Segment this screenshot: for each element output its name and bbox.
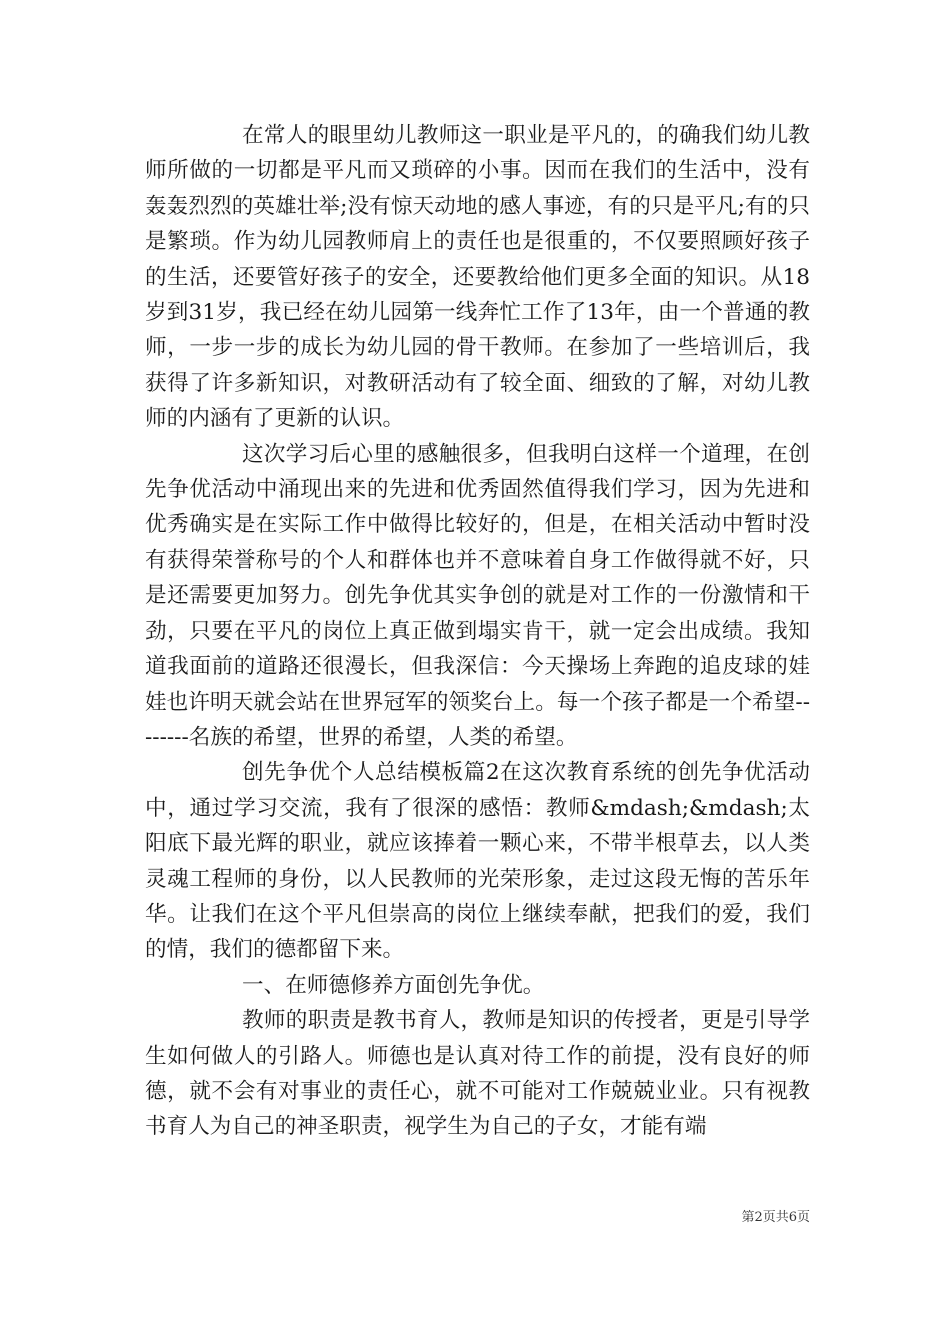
section-heading-ethics: 一、在师德修养方面创先争优。 <box>242 972 545 998</box>
paragraph-kindergarten-teacher: 在常人的眼里幼儿教师这一职业是平凡的，的确我们幼儿教师所做的一切都是平凡而又琐碎的小事。因而在我们的生活中，没有轰轰烈烈的英雄壮举;没有惊天动地的感人事迹，有的只是平凡;有的只是繁琐。作为幼儿园教师肩上的责任也是很重的，不仅要照顾好孩子的生活，还要管好孩子的安全，还要教给他们更多全面的知识。从18岁到31岁，我已经在幼儿园第一线奔忙工作了13年，由一个普通的教师，一步一步的成长为幼儿园的骨干教师。在参加了一些培训后，我获得了许多新知识，对教研活动有了较全面、细致的了解，对幼儿教师的内涵有了更新的认识。 <box>145 123 810 432</box>
paragraph-learning-reflection: 这次学习后心里的感触很多，但我明白这样一个道理，在创先争优活动中涌现出来的先进和优秀固然值得我们学习，因为先进和优秀确实是在实际工作中做得比较好的，但是，在相关活动中暂时没有获得荣誉称号的个人和群体也并不意味着自身工作做得就不好，只是还需要更加努力。创先争优其实争创的就是对工作的一份激情和干劲，只要在平凡的岗位上真正做到塌实肯干，就一定会出成绩。我知道我面前的道路还很漫长，但我深信：今天操场上奔跑的追皮球的娃娃也许明天就会站在世界冠军的领奖台上。每一个孩子都是一个希望--------名族的希望，世界的希望，人类的希望。 <box>145 441 810 750</box>
paragraph-summary-template: 创先争优个人总结模板篇2在这次教育系统的创先争优活动中，通过学习交流，我有了很深的感悟：教师&mdash;&mdash;太阳底下最光辉的职业，就应该捧着一颗心来，不带半根草去，以人类灵魂工程师的身份，以人民教师的光荣形象，走过这段无悔的苦乐年华。让我们在这个平凡但崇高的岗位上继续奉献，把我们的爱，我们的情，我们的德都留下来。 <box>145 760 810 963</box>
document-body <box>145 118 810 1145</box>
page-number-footer: 第2页共6页 <box>741 1210 810 1225</box>
paragraph-teacher-duty: 教师的职责是教书育人，教师是知识的传授者，更是引导学生如何做人的引路人。师德也是认真对待工作的前提，没有良好的师德，就不会有对事业的责任心，就不可能对工作兢兢业业。只有视教书育人为自己的神圣职责，视学生为自己的子女，才能有端 <box>145 1008 810 1140</box>
